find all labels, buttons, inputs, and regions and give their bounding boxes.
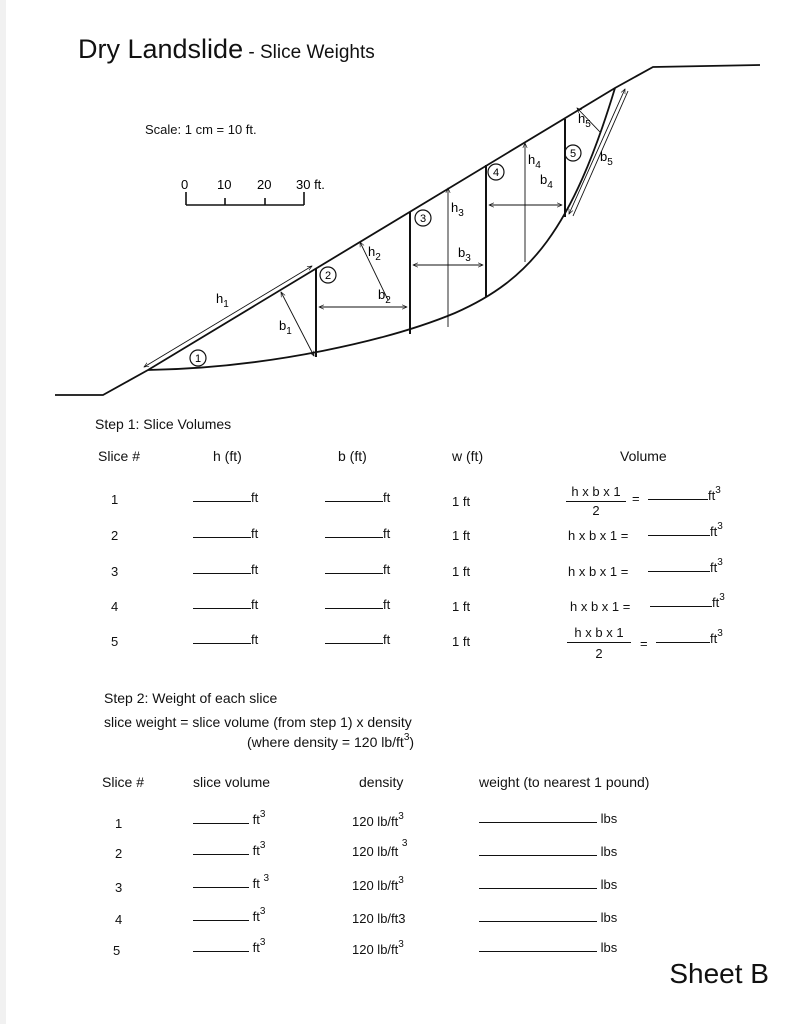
scale-tick-0: 0 xyxy=(181,177,189,192)
step2-formula-line2: (where density = 120 $lb/ft^3$) xyxy=(247,732,415,750)
step2-row4-num: 4 xyxy=(115,912,123,927)
scale-tick-20: 20 xyxy=(257,177,272,192)
scale-tick-30: 30 ft. xyxy=(296,177,325,192)
step2-row2-density: 120 lb/ft $^3$ xyxy=(352,838,408,859)
slice-number-2: 2 xyxy=(324,270,332,282)
label-b1: $b_1$ xyxy=(279,318,292,337)
scale-label: Scale: 1 cm = 10 ft. xyxy=(145,122,257,137)
step2-row3-num: 3 xyxy=(115,880,123,895)
step2-row3-density: 120 $lb/ft^3$ xyxy=(352,875,404,893)
step1-row3-formula: h x b x 1 = xyxy=(568,564,629,579)
label-b3: $b_3$ xyxy=(458,245,471,264)
step2-row1-num: 1 xyxy=(115,816,123,831)
label-b2: $b_2$ xyxy=(378,287,391,306)
step2-row5-num: 5 xyxy=(113,943,121,958)
slice-number-circles xyxy=(190,145,581,366)
step1-row2-volume[interactable]: $ft^3$ xyxy=(648,524,723,539)
step2-col-weight: weight (to nearest 1 pound) xyxy=(479,774,650,790)
step1-heading: Step 1: Slice Volumes xyxy=(95,416,232,432)
step2-col-slice: Slice # xyxy=(102,774,145,790)
scale-bar xyxy=(186,192,304,205)
step1-row2-h[interactable]: ft xyxy=(193,526,258,541)
step1-row1-w: 1 ft xyxy=(452,494,471,509)
step1-row5-eq: = xyxy=(640,636,648,651)
step1-row4-h[interactable]: ft xyxy=(193,597,258,612)
landslide-diagram xyxy=(0,0,803,420)
step1-row2-b[interactable]: ft xyxy=(325,526,390,541)
step1-row3-h[interactable]: ft xyxy=(193,562,258,577)
label-h3: $h_3$ xyxy=(451,200,464,219)
sheet-label: Sheet B xyxy=(669,958,769,989)
step2-row5-volume[interactable]: $ft^3$ xyxy=(193,940,265,955)
step1-row4-b[interactable]: ft xyxy=(325,597,390,612)
step1-row2-num: 2 xyxy=(111,528,119,543)
step2-row2-weight[interactable]: lbs xyxy=(479,844,617,859)
label-b5: $b_5$ xyxy=(600,149,613,168)
step2-row3-volume[interactable]: ft $^3$ xyxy=(193,876,269,891)
step2-row5-density: 120 $lb/ft^3$ xyxy=(352,939,404,957)
step1-row4-w: 1 ft xyxy=(452,599,471,614)
step2-row3-weight[interactable]: lbs xyxy=(479,877,617,892)
step1-row5-fraction: h x b x 1 2 xyxy=(567,625,631,661)
step1-col-w: w (ft) xyxy=(452,448,484,464)
slice-number-1: 1 xyxy=(194,353,202,365)
step1-row1-b[interactable]: ft xyxy=(325,490,390,505)
step2-row5-weight[interactable]: lbs xyxy=(479,940,617,955)
step2-heading: Step 2: Weight of each slice xyxy=(104,690,278,706)
label-h5: $h_5$ xyxy=(578,111,591,130)
step1-row5-w: 1 ft xyxy=(452,634,471,649)
step1-row1-num: 1 xyxy=(111,492,119,507)
step1-col-volume: Volume xyxy=(620,448,667,464)
step1-row3-b[interactable]: ft xyxy=(325,562,390,577)
step2-formula-line1: slice weight = slice volume (from step 1) x density xyxy=(104,714,412,730)
step1-col-h: h (ft) xyxy=(213,448,242,464)
step1-row5-b[interactable]: ft xyxy=(325,632,390,647)
slice-number-3: 3 xyxy=(419,213,427,225)
step2-col-density: density xyxy=(359,774,404,790)
step2-row4-weight[interactable]: lbs xyxy=(479,910,617,925)
step1-row1-volume[interactable]: $ft^3$ xyxy=(648,488,721,503)
step1-row1-eq: = xyxy=(632,491,640,506)
step1-col-slice: Slice # xyxy=(98,448,141,464)
step1-row3-num: 3 xyxy=(111,564,119,579)
label-h4: $h_4$ xyxy=(528,152,541,171)
step2-col-volume: slice volume xyxy=(193,774,271,790)
step1-row3-volume[interactable]: $ft^3$ xyxy=(648,560,723,575)
step2-row1-volume[interactable]: $ft^3$ xyxy=(193,812,265,827)
step1-row5-num: 5 xyxy=(111,634,119,649)
step2-row2-volume[interactable]: $ft^3$ xyxy=(193,843,265,858)
step1-col-b: b (ft) xyxy=(338,448,367,464)
step1-row5-volume[interactable]: $ft^3$ xyxy=(656,631,723,646)
scale-tick-10: 10 xyxy=(217,177,232,192)
label-h1: $h_1$ xyxy=(216,291,229,310)
step1-row4-num: 4 xyxy=(111,599,119,614)
slice-number-4: 4 xyxy=(492,167,500,179)
step1-row1-h[interactable]: ft xyxy=(193,490,258,505)
step2-row4-density: 120 lb/ft3 xyxy=(352,911,406,926)
step2-row1-density: 120 $lb/ft^3$ xyxy=(352,811,404,829)
step2-row2-num: 2 xyxy=(115,846,123,861)
title-main: Dry Landslide xyxy=(78,34,244,64)
slice-number-5: 5 xyxy=(569,148,577,160)
step1-row2-w: 1 ft xyxy=(452,528,471,543)
step1-row2-formula: h x b x 1 = xyxy=(568,528,629,543)
step1-row3-w: 1 ft xyxy=(452,564,471,579)
step1-row4-formula: h x b x 1 = xyxy=(570,599,631,614)
label-h2: $h_2$ xyxy=(368,244,381,263)
step1-row1-fraction: h x b x 1 2 xyxy=(566,484,626,518)
step1-row5-h[interactable]: ft xyxy=(193,632,258,647)
ground-surface xyxy=(55,65,760,395)
step1-row4-volume[interactable]: $ft^3$ xyxy=(650,595,725,610)
step2-row1-weight[interactable]: lbs xyxy=(479,811,617,826)
label-b4: $b_4$ xyxy=(540,172,553,191)
step2-row4-volume[interactable]: $ft^3$ xyxy=(193,909,265,924)
title-sub: - Slice Weights xyxy=(243,42,375,63)
